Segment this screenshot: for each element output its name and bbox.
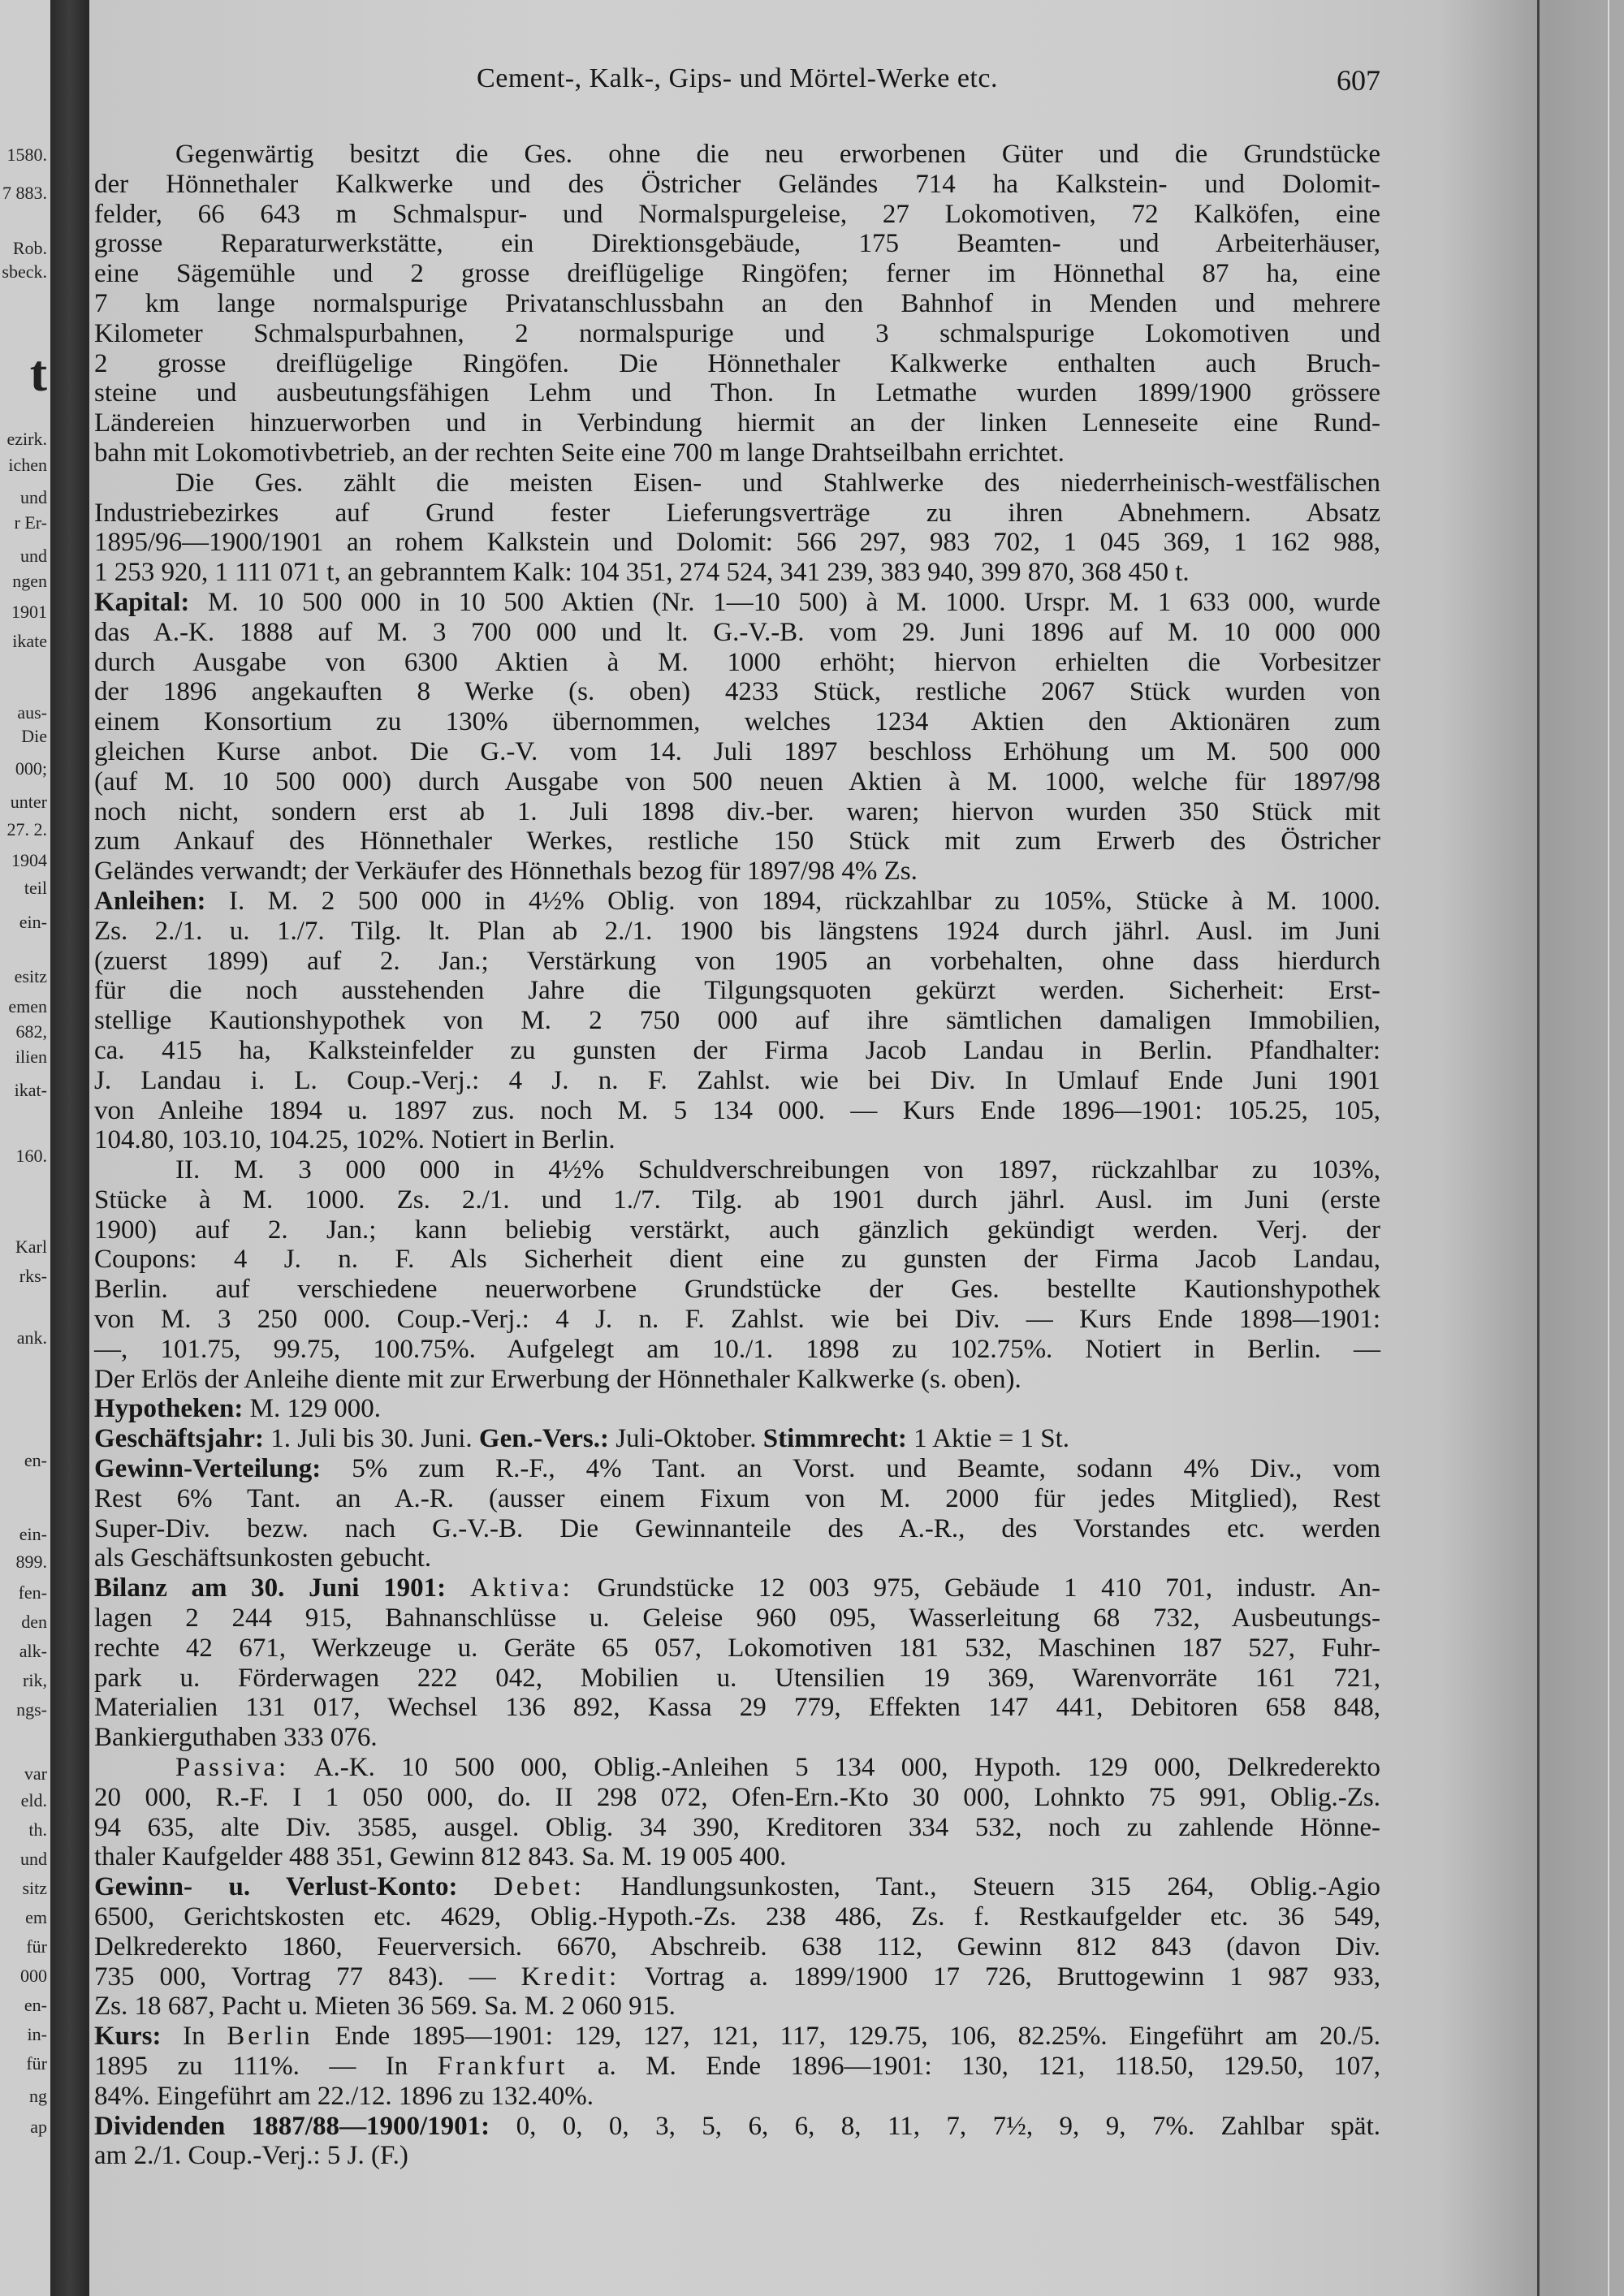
spaced-label: Berlin bbox=[227, 2022, 313, 2052]
line-text: Industriebezirkes auf Grund fester Lieferungsverträge zu ihren Abnehmern. Absatz bbox=[94, 498, 1380, 528]
line-text: 1895 zu 111%. — In bbox=[94, 2052, 438, 2081]
paragraph bbox=[94, 2112, 1380, 2172]
text-line bbox=[94, 677, 1380, 707]
text-line bbox=[94, 1723, 1380, 1753]
line-text: 104.80, 103.10, 104.25, 102%. Notiert in Berlin. bbox=[94, 1125, 615, 1155]
text-line bbox=[94, 857, 1380, 887]
margin-fragment: ein- bbox=[19, 1524, 47, 1544]
paragraph bbox=[94, 468, 1380, 588]
line-text: 1895/96—1900/1901 an rohem Kalkstein und Dolomit: 566 297, 983 702, 1 045 369, 1 162 988, bbox=[94, 528, 1380, 558]
margin-fragment: fen- bbox=[18, 1582, 47, 1603]
line-text: 6500, Gerichtskosten etc. 4629, Oblig.-Hypoth.-Zs. 238 486, Zs. f. Restkaufgelder etc. 36 549, bbox=[94, 1902, 1380, 1932]
text-line bbox=[94, 558, 1380, 588]
margin-fragment: t bbox=[29, 344, 47, 402]
text-line bbox=[94, 618, 1380, 648]
text-line bbox=[94, 1902, 1380, 1932]
margin-fragment: Rob. bbox=[12, 238, 47, 258]
paragraph bbox=[94, 1155, 1380, 1394]
line-text: Zs. 2./1. u. 1./7. Tilg. lt. Plan ab 2./1. 1900 bis längstens 1924 durch jährl. Ausl. im Juni bbox=[94, 916, 1380, 946]
text-line bbox=[94, 528, 1380, 558]
line-text: Juli-Oktober. bbox=[609, 1424, 763, 1454]
document-body bbox=[94, 140, 1380, 2171]
line-text: Kilometer Schmalspurbahnen, 2 normalspurige und 3 schmalspurige Lokomotiven und bbox=[94, 318, 1380, 348]
text-line bbox=[94, 1454, 1380, 1484]
margin-fragment: em bbox=[25, 1907, 47, 1927]
line-text: zum Ankauf des Hönnethaler Werkes, restliche 150 Stück mit zum Erwerb des Östricher bbox=[94, 826, 1380, 857]
text-line bbox=[94, 1305, 1380, 1335]
paragraph bbox=[94, 2022, 1380, 2111]
line-text: steine und ausbeutungsfähigen Lehm und Thon. In Letmathe wurden 1899/1900 grössere bbox=[94, 378, 1380, 408]
text-line bbox=[94, 947, 1380, 977]
line-text: das A.-K. 1888 auf M. 3 700 000 und lt. G.-V.-B. vom 29. Juni 1896 auf M. 10 000 000 bbox=[94, 617, 1380, 647]
margin-fragment: unter bbox=[10, 792, 47, 812]
text-line bbox=[94, 648, 1380, 678]
text-line bbox=[94, 1125, 1380, 1155]
line-text: gleichen Kurse anbot. Die G.-V. vom 14. Juli 1897 beschloss Erhöhung um M. 500 000 bbox=[94, 736, 1380, 766]
line-text: A.-K. 10 500 000, Oblig.-Anleihen 5 134 000, Hypoth. 129 000, Delkrederekto bbox=[289, 1753, 1380, 1783]
text-line bbox=[94, 887, 1380, 917]
margin-fragment: esitz bbox=[14, 966, 47, 986]
paragraph bbox=[94, 1454, 1380, 1573]
margin-fragment: für bbox=[26, 1936, 47, 1957]
margin-fragment: ilien bbox=[15, 1047, 47, 1067]
margin-fragment: sbeck. bbox=[2, 261, 47, 282]
line-text: Ende 1895—1901: 129, 127, 121, 117, 129.75, 106, 82.25%. Eingeführt am 20./5. bbox=[313, 2022, 1380, 2052]
text-line bbox=[94, 1185, 1380, 1215]
text-line bbox=[94, 1036, 1380, 1066]
text-line bbox=[94, 468, 1380, 498]
line-text: Geländes verwandt; der Verkäufer des Hönnethals bezog für 1897/98 4% Zs. bbox=[94, 857, 918, 887]
text-line bbox=[94, 1664, 1380, 1694]
line-text: (auf M. 10 500 000) durch Ausgabe von 500 neuen Aktien à M. 1000, welche für 1897/98 bbox=[94, 766, 1380, 796]
section-label: Stimmrecht: bbox=[762, 1424, 907, 1454]
line-text: a. M. Ende 1896—1901: 130, 121, 118.50, 129.50, 107, bbox=[568, 2052, 1380, 2081]
text-line bbox=[94, 797, 1380, 827]
spaced-label: Kredit: bbox=[520, 1962, 620, 1992]
text-line bbox=[94, 1215, 1380, 1245]
spaced-label: Frankfurt bbox=[437, 2052, 568, 2081]
line-text: eine Sägemühle und 2 grosse dreiflügelige Ringöfen; ferner im Hönnethal 87 ha, eine bbox=[94, 259, 1380, 289]
text-line bbox=[94, 498, 1380, 529]
section-label: Hypotheken: bbox=[94, 1394, 244, 1424]
text-line bbox=[94, 1783, 1380, 1813]
margin-fragment: 1580. bbox=[6, 145, 47, 165]
text-line bbox=[94, 2052, 1380, 2082]
spaced-label: Aktiva: bbox=[469, 1573, 573, 1603]
line-text: Delkrederekto 1860, Feuerversich. 6670, Abschreib. 638 112, Gewinn 812 843 (davon Div. bbox=[94, 1931, 1380, 1962]
line-text: Vortrag a. 1899/1900 17 726, Bruttogewinn 1 987 933, bbox=[620, 1962, 1380, 1992]
text-line bbox=[94, 408, 1380, 438]
line-text: park u. Förderwagen 222 042, Mobilien u. Utensilien 19 369, Warenvorräte 161 721, bbox=[94, 1663, 1380, 1693]
margin-fragment: ein- bbox=[19, 912, 47, 932]
line-text: Die Ges. zählt die meisten Eisen- und Stahlwerke des niederrheinisch-westfälischen bbox=[175, 468, 1380, 498]
line-text: als Geschäftsunkosten gebucht. bbox=[94, 1543, 432, 1573]
text-line bbox=[94, 1693, 1380, 1723]
line-text: (zuerst 1899) auf 2. Jan.; Verstärkung von 1905 an vorbehalten, ohne dass hierdurch bbox=[94, 946, 1380, 976]
text-line bbox=[94, 1365, 1380, 1395]
line-text: Bankierguthaben 333 076. bbox=[94, 1723, 378, 1753]
line-text: lagen 2 244 915, Bahnanschlüsse u. Geleise 960 095, Wasserleitung 68 732, Ausbeutungs- bbox=[94, 1603, 1380, 1634]
text-line bbox=[94, 917, 1380, 947]
line-text: von M. 3 250 000. Coup.-Verj.: 4 J. n. F. Zahlst. wie bei Div. — Kurs Ende 1898—1901: bbox=[94, 1305, 1380, 1335]
text-line bbox=[94, 2022, 1380, 2052]
text-line bbox=[94, 438, 1380, 468]
paragraph bbox=[94, 140, 1380, 468]
line-text: für die noch ausstehenden Jahre die Tilgungsquoten gekürzt werden. Sicherheit: Erst- bbox=[94, 976, 1380, 1006]
line-text bbox=[446, 1573, 470, 1603]
margin-fragment: Karl bbox=[15, 1236, 47, 1257]
text-line bbox=[94, 1543, 1380, 1573]
text-line bbox=[94, 767, 1380, 797]
margin-fragment: Die bbox=[21, 726, 47, 746]
margin-fragment: 000 bbox=[20, 1966, 47, 1986]
line-text: II. M. 3 000 000 in 4½% Schuldverschreibungen von 1897, rückzahlbar zu 103%, bbox=[175, 1155, 1380, 1185]
text-line bbox=[94, 1603, 1380, 1634]
text-line bbox=[94, 1932, 1380, 1962]
section-label: Gewinn-Verteilung: bbox=[94, 1454, 322, 1484]
line-text: Super-Div. bezw. nach G.-V.-B. Die Gewinnanteile des A.-R., des Vorstandes etc. werden bbox=[94, 1513, 1380, 1543]
line-text: J. Landau i. L. Coup.-Verj.: 4 J. n. F. Zahlst. wie bei Div. In Umlauf Ende Juni 1901 bbox=[94, 1065, 1380, 1095]
line-text: Coupons: 4 J. n. F. Als Sicherheit dient eine zu gunsten der Firma Jacob Landau, bbox=[94, 1245, 1380, 1275]
line-text: Ländereien hinzuerworben und in Verbindung hiermit an der linken Lenneseite eine Rund- bbox=[94, 408, 1380, 438]
margin-fragment: 899. bbox=[15, 1552, 47, 1572]
margin-fragment: th. bbox=[28, 1819, 47, 1840]
text-line bbox=[94, 1753, 1380, 1783]
margin-fragment: r Er- bbox=[14, 512, 47, 533]
text-line bbox=[94, 2112, 1380, 2142]
line-text: Gegenwärtig besitzt die Ges. ohne die neu erworbenen Güter und die Grundstücke bbox=[175, 140, 1380, 169]
text-line bbox=[94, 319, 1380, 349]
running-header bbox=[94, 63, 1380, 104]
text-line bbox=[94, 1335, 1380, 1365]
text-line bbox=[94, 2082, 1380, 2112]
line-text: 1 253 920, 1 111 071 t, an gebranntem Kalk: 104 351, 274 524, 341 239, 383 940, 399 870, 368 450 t. bbox=[94, 558, 1190, 588]
margin-fragment: den bbox=[21, 1612, 47, 1632]
margin-fragment: ank. bbox=[16, 1327, 47, 1348]
line-text: Stücke à M. 1000. Zs. 2./1. und 1./7. Tilg. ab 1901 durch jährl. Ausl. im Juni (erste bbox=[94, 1185, 1380, 1215]
line-text: der 1896 angekauften 8 Werke (s. oben) 4233 Stück, restliche 2067 Stück wurden von bbox=[94, 677, 1380, 707]
line-text: 735 000, Vortrag 77 843). — bbox=[94, 1962, 521, 1992]
text-line bbox=[94, 1096, 1380, 1126]
margin-fragment: in- bbox=[27, 2024, 47, 2044]
line-text: Handlungsunkosten, Tant., Steuern 315 264, Oblig.-Agio bbox=[584, 1872, 1380, 1902]
margin-fragment: 1904 bbox=[11, 850, 47, 870]
margin-fragment: eld. bbox=[20, 1790, 47, 1810]
text-line bbox=[94, 1424, 1380, 1454]
paragraph bbox=[94, 1394, 1380, 1424]
margin-fragment: und bbox=[20, 546, 47, 566]
running-header-title: Cement-, Kalk-, Gips- und Mörtel-Werke etc. bbox=[477, 63, 998, 93]
line-text: 94 635, alte Div. 3585, ausgel. Oblig. 34 390, Kreditoren 334 532, noch zu zahlende Hönne- bbox=[94, 1812, 1380, 1842]
text-line bbox=[94, 2141, 1380, 2171]
margin-fragment: 27. 2. bbox=[6, 819, 47, 839]
line-text: Der Erlös der Anleihe diente mit zur Erwerbung der Hönnethaler Kalkwerke (s. oben). bbox=[94, 1364, 1021, 1394]
text-line bbox=[94, 588, 1380, 618]
paragraph bbox=[94, 1753, 1380, 1872]
section-label: Geschäftsjahr: bbox=[94, 1424, 264, 1454]
line-text: Grundstücke 12 003 975, Gebäude 1 410 701, industr. An- bbox=[572, 1573, 1381, 1603]
line-text: Materialien 131 017, Wechsel 136 892, Kassa 29 779, Effekten 147 441, Debitoren 658 848, bbox=[94, 1693, 1380, 1723]
margin-fragment: ngs- bbox=[16, 1699, 47, 1720]
line-text: 2 grosse dreiflügelige Ringöfen. Die Hönnethaler Kalkwerke enthalten auch Bruch- bbox=[94, 348, 1380, 378]
line-text: thaler Kaufgelder 488 351, Gewinn 812 843. Sa. M. 19 005 400. bbox=[94, 1842, 787, 1872]
line-text: 20 000, R.-F. I 1 050 000, do. II 298 072, Ofen-Ern.-Kto 30 000, Lohnkto 75 991, Oblig.-Zs. bbox=[94, 1782, 1380, 1812]
line-text: 1 Aktie = 1 St. bbox=[906, 1424, 1070, 1454]
margin-fragment: ng bbox=[29, 2086, 47, 2106]
margin-fragment: 1901 bbox=[11, 602, 47, 622]
line-text: 5% zum R.-F., 4% Tant. an Vorst. und Beamte, sodann 4% Div., vom bbox=[321, 1454, 1380, 1484]
text-line bbox=[94, 229, 1380, 259]
margin-fragment: emen bbox=[8, 996, 47, 1016]
page-number: 607 bbox=[1337, 64, 1380, 97]
section-label: Gen.-Vers.: bbox=[478, 1424, 610, 1454]
section-label: Kapital: bbox=[94, 587, 190, 617]
margin-fragment: für bbox=[26, 2053, 47, 2074]
margin-fragment: ap bbox=[30, 2117, 47, 2137]
text-line bbox=[94, 826, 1380, 857]
text-line bbox=[94, 707, 1380, 737]
line-text bbox=[457, 1872, 494, 1901]
margin-fragment: und bbox=[20, 487, 47, 507]
spaced-label: Debet: bbox=[494, 1872, 585, 1902]
section-label: Gewinn- u. Verlust-Konto: bbox=[94, 1872, 458, 1902]
line-text: noch nicht, sondern erst ab 1. Juli 1898 div.-ber. waren; hiervon wurden 350 Stück mit bbox=[94, 796, 1380, 826]
text-line bbox=[94, 170, 1380, 200]
line-text: durch Ausgabe von 6300 Aktien à M. 1000 erhöht; hiervon erhielten die Vorbesitzer bbox=[94, 647, 1380, 677]
margin-fragment: en- bbox=[24, 1450, 47, 1470]
paragraph bbox=[94, 588, 1380, 887]
margin-fragment: alk- bbox=[19, 1641, 47, 1661]
line-text: der Hönnethaler Kalkwerke und des Östricher Geländes 714 ha Kalkstein- und Dolomit- bbox=[94, 169, 1380, 199]
margin-fragment: 7 883. bbox=[2, 183, 47, 203]
line-text: 1900) auf 2. Jan.; kann beliebig verstärkt, auch gänzlich gekündigt werden. Verj. der bbox=[94, 1215, 1380, 1245]
line-text: am 2./1. Coup.-Verj.: 5 J. (F.) bbox=[94, 2141, 408, 2171]
line-text: grosse Reparaturwerkstätte, ein Direktionsgebäude, 175 Beamten- und Arbeiterhäuser, bbox=[94, 229, 1380, 259]
margin-fragment: ichen bbox=[8, 455, 47, 475]
line-text: einem Konsortium zu 130% übernommen, welches 1234 Aktien den Aktionären zum bbox=[94, 707, 1380, 737]
line-text: ca. 415 ha, Kalksteinfelder zu gunsten der Firma Jacob Landau in Berlin. Pfandhalter: bbox=[94, 1035, 1380, 1065]
adjacent-page-fragment bbox=[0, 0, 50, 2296]
text-line bbox=[94, 1842, 1380, 1872]
text-line bbox=[94, 1245, 1380, 1275]
line-text: 7 km lange normalspurige Privatanschlussbahn an den Bahnhof in Menden und mehrere bbox=[94, 288, 1380, 318]
line-text: 1. Juli bis 30. Juni. bbox=[263, 1424, 479, 1454]
text-line bbox=[94, 1634, 1380, 1664]
section-label: Dividenden 1887/88—1900/1901: bbox=[94, 2111, 490, 2141]
text-line bbox=[94, 1514, 1380, 1544]
line-text: Zs. 18 687, Pacht u. Mieten 36 569. Sa. M. 2 060 915. bbox=[94, 1992, 676, 2022]
paragraph bbox=[94, 1573, 1380, 1753]
text-line bbox=[94, 1813, 1380, 1843]
text-line bbox=[94, 1394, 1380, 1424]
margin-fragment: en- bbox=[24, 1995, 47, 2015]
paragraph bbox=[94, 1872, 1380, 2022]
book-binding-gutter bbox=[50, 0, 89, 2296]
margin-fragment: rks- bbox=[19, 1266, 47, 1286]
text-line bbox=[94, 1155, 1380, 1185]
text-line bbox=[94, 1573, 1380, 1603]
margin-fragment: und bbox=[20, 1849, 47, 1869]
margin-fragment: 000; bbox=[15, 758, 47, 779]
paragraph bbox=[94, 1424, 1380, 1454]
margin-fragment: ikat- bbox=[14, 1080, 47, 1100]
section-label: Anleihen: bbox=[94, 886, 206, 916]
text-line bbox=[94, 1275, 1380, 1305]
spaced-label: Passiva: bbox=[175, 1753, 290, 1783]
text-line bbox=[94, 1962, 1380, 1992]
section-label: Bilanz am 30. Juni 1901: bbox=[94, 1573, 447, 1603]
text-line bbox=[94, 1992, 1380, 2022]
line-text: M. 129 000. bbox=[243, 1394, 381, 1424]
line-text: rechte 42 671, Werkzeuge u. Geräte 65 057, Lokomotiven 181 532, Maschinen 187 527, Fuhr- bbox=[94, 1633, 1380, 1663]
margin-fragment: teil bbox=[24, 878, 47, 898]
line-text: I. M. 2 500 000 in 4½% Oblig. von 1894, rückzahlbar zu 105%, Stücke à M. 1000. bbox=[205, 886, 1380, 916]
line-text: In bbox=[161, 2022, 227, 2052]
margin-fragment: ngen bbox=[12, 571, 47, 591]
margin-fragment: 160. bbox=[15, 1146, 47, 1166]
line-text: bahn mit Lokomotivbetrieb, an der rechten Seite eine 700 m lange Drahtseilbahn errichtet. bbox=[94, 438, 1065, 468]
margin-fragment: var bbox=[24, 1763, 47, 1784]
margin-fragment: rik, bbox=[23, 1670, 47, 1690]
text-line bbox=[94, 349, 1380, 379]
text-line bbox=[94, 1484, 1380, 1514]
margin-fragment: sitz bbox=[22, 1878, 47, 1898]
text-line bbox=[94, 1006, 1380, 1036]
text-line bbox=[94, 1872, 1380, 1902]
section-label: Kurs: bbox=[94, 2022, 162, 2052]
margin-fragment: ezirk. bbox=[6, 429, 47, 449]
text-line bbox=[94, 378, 1380, 408]
line-text: stellige Kautionshypothek von M. 2 750 000 auf ihre sämtlichen damaligen Immobilien, bbox=[94, 1006, 1380, 1036]
paragraph bbox=[94, 887, 1380, 1155]
line-text: Berlin. auf verschiedene neuerworbene Grundstücke der Ges. bestellte Kautionshypothek bbox=[94, 1275, 1380, 1305]
line-text: von Anleihe 1894 u. 1897 zus. noch M. 5 134 000. — Kurs Ende 1896—1901: 105.25, 105, bbox=[94, 1095, 1380, 1125]
text-line bbox=[94, 259, 1380, 289]
line-text: Rest 6% Tant. an A.-R. (ausser einem Fixum von M. 2000 für jedes Mitglied), Rest bbox=[94, 1483, 1380, 1513]
text-line bbox=[94, 140, 1380, 170]
margin-fragment: 682, bbox=[15, 1021, 47, 1042]
text-line bbox=[94, 976, 1380, 1006]
page-edge-line bbox=[1537, 0, 1540, 2296]
text-line bbox=[94, 289, 1380, 319]
text-line bbox=[94, 200, 1380, 230]
line-text: 0, 0, 0, 3, 5, 6, 6, 8, 11, 7, 7½, 9, 9, 7%. Zahlbar spät. bbox=[490, 2111, 1380, 2141]
line-text: M. 10 500 000 in 10 500 Aktien (Nr. 1—10 500) à M. 1000. Urspr. M. 1 633 000, wurde bbox=[189, 587, 1380, 617]
line-text: —, 101.75, 99.75, 100.75%. Aufgelegt am 10./1. 1898 zu 102.75%. Notiert in Berlin. — bbox=[94, 1334, 1380, 1364]
margin-fragment: aus- bbox=[17, 702, 47, 723]
margin-fragment: ikate bbox=[12, 631, 47, 651]
line-text: 84%. Eingeführt am 22./12. 1896 zu 132.40%. bbox=[94, 2081, 594, 2111]
text-line bbox=[94, 1066, 1380, 1096]
line-text: felder, 66 643 m Schmalspur- und Normalspurgeleise, 27 Lokomotiven, 72 Kalköfen, eine bbox=[94, 199, 1380, 229]
page-edge-line bbox=[1608, 0, 1609, 2296]
text-line bbox=[94, 737, 1380, 767]
